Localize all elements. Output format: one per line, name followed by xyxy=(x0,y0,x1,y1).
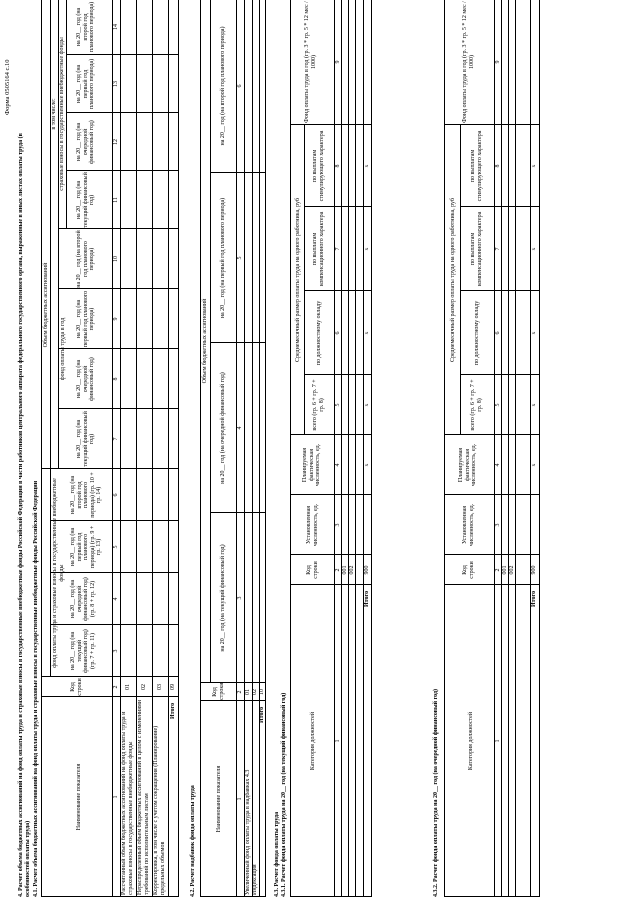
total-code: 900 xyxy=(531,565,537,575)
t3-grp-sred: Среднемесячный размер оплаты труда на одного работника, руб xyxy=(295,197,301,363)
table-row-code: 002 xyxy=(509,565,515,575)
t4-col-okl: по должностному окладу xyxy=(474,300,480,366)
t1-grp-budget: Объем бюджетных ассигнований xyxy=(43,262,49,348)
t1-h5: на 20__ год (на первый год планового периода) (гр. 9 + гр. 13) xyxy=(70,525,102,569)
t1-num: 6 xyxy=(113,493,119,497)
total-code: 09 xyxy=(170,684,176,690)
t3-num: 7 xyxy=(335,247,341,251)
t1-h8: на 20__ год (на очередной финансовый год) xyxy=(76,357,95,401)
t1-h11: на 20__ год (на текущий финансовый год) xyxy=(76,172,95,228)
t2-h4: на 20__ год (на очередной финансовый год) xyxy=(220,372,226,484)
t4-col-plan: Планируемая фактическая численность, ед. xyxy=(458,443,477,487)
t2-grp: Объем бюджетных ассигнований xyxy=(202,298,208,384)
t1-grp-fot: фонд оплаты труда и страховые взносы в государственные внебюджетные фонды xyxy=(52,478,65,668)
t1-num: 2 xyxy=(113,685,119,689)
cell-x: x xyxy=(364,331,370,335)
t2-num: 2 xyxy=(237,690,243,694)
t1-h7: на 20__ год (на текущий финансовый год) xyxy=(76,411,95,467)
t1-num: 11 xyxy=(113,197,119,203)
s432-title: 4.3.2. Расчет фонда оплаты труда на 20__ год (на очередной финансовый год) xyxy=(433,688,439,897)
t2-h3: на 20__ год (на текущий финансовый год) xyxy=(220,544,226,652)
table-row-label: Нераспределенный объем бюджетных ассигнований в целом с изменениями требований по исполнительным листам xyxy=(137,700,150,895)
t1-num: 1 xyxy=(113,795,119,799)
t1-num: 10 xyxy=(113,256,119,262)
t1-h12: на 20__ год (на очередной финансовый год) xyxy=(76,120,95,164)
total-label: Итого xyxy=(170,702,176,719)
t1-h9: на 20__ год (на первый год планового периода) xyxy=(76,290,95,348)
total-code: 900 xyxy=(364,565,370,575)
t3-num: 1 xyxy=(335,739,341,743)
t4-num: 4 xyxy=(495,463,501,467)
t1-grp-strah: страховые взносы в государственные внебюджетные фонды xyxy=(59,37,65,191)
t1-num: 12 xyxy=(113,139,119,145)
t4-num: 5 xyxy=(495,403,501,407)
t4-num: 2 xyxy=(495,568,501,572)
t3-col-okl: по должностному окладу xyxy=(316,300,322,366)
t4-col-code: Код строки xyxy=(462,561,475,579)
t1-num: 3 xyxy=(113,649,119,653)
t3-num: 5 xyxy=(335,403,341,407)
total-code: 10 xyxy=(259,689,265,695)
t2-num: 6 xyxy=(237,84,243,88)
t3-col-vsego: всего (гр. 6 + гр. 7 + гр. 8) xyxy=(312,379,325,431)
total-label: Итого xyxy=(259,706,265,723)
total-label: Итого xyxy=(364,590,370,607)
cell-x: x xyxy=(531,164,537,168)
t1-h3: на 20__ год (на текущий финансовый год) (гр. 7 + гр. 11) xyxy=(70,629,96,673)
t3-col-fond: Фонд оплаты труда в год (гр. 3 * гр. 5 * 12 мес / 1000) xyxy=(304,1,317,123)
t1-num: 8 xyxy=(113,377,119,381)
t4-num: 3 xyxy=(495,523,501,527)
table-row-code: 02 xyxy=(252,689,258,695)
t1-grp-v-tom: в том числе: xyxy=(51,98,57,130)
table-row-code: 01 xyxy=(125,684,131,690)
t1-num: 7 xyxy=(113,437,119,441)
t2-h6: на 20__ год (на второй год планового периода) xyxy=(220,26,226,146)
t3-num: 4 xyxy=(335,463,341,467)
table-row-code: 02 xyxy=(141,684,147,690)
cell-x: x xyxy=(364,403,370,407)
table-row-code: 001 xyxy=(502,565,508,575)
t1-num: 5 xyxy=(113,545,119,549)
section4-title: 4. Расчет объема бюджетных ассигнований на фонд оплаты труда и страховые взносы в государственные внебюджетные фонды Российской Федерации в части работников центрального аппарата федерального государственного органа, выраженные в иных листах оплаты труда (в xyxy=(18,133,24,897)
t4-col-ust: Установленная численность, ед. xyxy=(462,503,475,547)
table-row-label: Индексация xyxy=(252,864,258,895)
cell-x: x xyxy=(364,463,370,467)
t3-col-code: Код строки xyxy=(306,561,319,579)
t4-num: 1 xyxy=(495,739,501,743)
t1-grp-fot-god: фонд оплаты труда в год xyxy=(60,317,66,381)
table-row-code: 03 xyxy=(157,684,163,690)
s431-title: 4.3.1. Расчет фонда оплаты труда на 20__ год (на текущий финансовый год) xyxy=(281,692,287,897)
t2-col-code: Код строки xyxy=(212,682,225,700)
table-row-code: 002 xyxy=(349,565,355,575)
section4-title-cont: особенностей оплаты труда) xyxy=(25,820,31,897)
s42-title: 4.2. Расчет надбавок фонда оплаты труда xyxy=(190,785,196,897)
table-row-label: Увеличенный фонд оплаты труда в надбавках 4.3 xyxy=(245,769,251,895)
table-row-code: 001 xyxy=(342,565,348,575)
t4-col-cat: Категория должностей xyxy=(468,711,474,771)
t2-num: 5 xyxy=(237,256,243,260)
t4-num: 6 xyxy=(495,331,501,335)
t4-col-fond: Фонд оплаты труда в год (гр. 3 * гр. 5 * 12 мес / 1000) xyxy=(462,1,475,123)
t3-col-ust: Установленная численность, ед. xyxy=(306,503,319,547)
t4-num: 9 xyxy=(495,60,501,64)
cell-x: x xyxy=(531,463,537,467)
t4-num: 8 xyxy=(495,164,501,168)
table-row-code: 01 xyxy=(245,689,251,695)
t1-h4: на 20__ год (на очередной финансовый год) (гр. 8 + гр. 12) xyxy=(70,577,96,621)
t3-col-cat: Категория должностей xyxy=(310,711,316,771)
total-label: Итого xyxy=(531,590,537,607)
cell-x: x xyxy=(531,331,537,335)
t2-num: 4 xyxy=(237,426,243,430)
t4-col-stim: по выплатам стимулирующего характера xyxy=(470,130,483,202)
table-row-label: Рассчитанный объем бюджетных ассигнований на фонд оплаты труда и страховые взносы в государственные внебюджетные фонды xyxy=(121,711,134,895)
form-code: Форма 0505164 с.10 xyxy=(4,59,11,115)
t4-grp-sred: Среднемесячный размер оплаты труда на одного работника, руб xyxy=(450,197,456,363)
t1-num: 4 xyxy=(113,597,119,601)
t1-num: 14 xyxy=(113,24,119,30)
t3-num: 8 xyxy=(335,164,341,168)
cell-x: x xyxy=(364,164,370,168)
t3-num: 9 xyxy=(335,60,341,64)
t1-col-name: Наименование показателя xyxy=(76,763,82,831)
t4-num: 7 xyxy=(495,247,501,251)
t4-col-vsego: всего (гр. 6 + гр. 7 + гр. 8) xyxy=(470,379,483,431)
t1-h10: на 20__ год (на второй год планового периода) xyxy=(76,230,95,288)
s41-title: 4.1. Расчет объема бюджетных ассигнований на фонд оплаты труда и страховые взносы в государственные внебюджетные фонды Российской Федерации xyxy=(33,480,39,897)
table-row-label: Корректировка, в том числе с учетом сокращения (Планирование) предельных объемов xyxy=(153,725,166,895)
t2-col-name: Наименование показателя xyxy=(216,765,222,833)
t3-num: 3 xyxy=(335,523,341,527)
cell-x: x xyxy=(531,247,537,251)
t1-num: 13 xyxy=(113,81,119,87)
cell-x: x xyxy=(531,403,537,407)
t3-num: 6 xyxy=(335,331,341,335)
t1-num: 9 xyxy=(113,317,119,321)
s43-title: 4.3. Расчет фонда оплаты труда xyxy=(274,811,280,897)
cell-x: x xyxy=(364,247,370,251)
t2-num: 3 xyxy=(237,596,243,600)
t2-num: 1 xyxy=(237,797,243,801)
t3-col-stim: по выплатам стимулирующего характера xyxy=(312,130,325,202)
t1-col-code: Код строки xyxy=(70,678,83,696)
t3-col-plan: Планируемая фактическая численность, ед. xyxy=(302,443,321,487)
t1-h6: на 20__ год (на второй год планового периода) (гр. 10 + гр. 14) xyxy=(70,472,102,518)
t3-col-komp: по выплатам компенсационного характера xyxy=(312,211,325,287)
t1-h14: на 20__ год (на второй год планового периода) xyxy=(76,1,95,53)
t1-h13: на 20__ год (на первый год планового периода) xyxy=(76,58,95,110)
t4-col-komp: по выплатам компенсационного характера xyxy=(470,211,483,287)
t2-h5: на 20__ год (на первый год планового периода) xyxy=(220,197,226,319)
t3-num: 2 xyxy=(335,568,341,572)
